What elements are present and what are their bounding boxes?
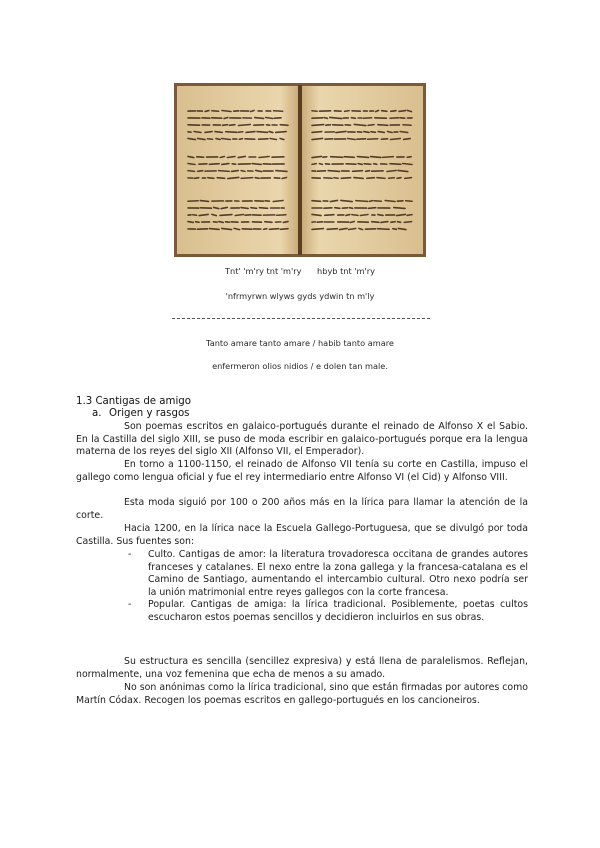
ink-stroke (219, 171, 229, 172)
ink-stroke (216, 139, 220, 140)
ink-stroke (224, 117, 228, 118)
ink-stroke (251, 110, 254, 111)
ink-stroke (215, 132, 222, 133)
ink-stroke (280, 229, 288, 230)
ink-stroke (369, 201, 372, 202)
ink-stroke (210, 229, 220, 230)
ink-stroke (407, 110, 411, 111)
ink-stroke (364, 132, 369, 133)
ink-stroke (368, 208, 375, 209)
ink-stroke (282, 177, 286, 178)
ink-stroke (198, 138, 205, 139)
ink-stroke (266, 118, 273, 119)
ink-stroke (280, 138, 284, 139)
ink-stroke (351, 118, 355, 119)
ink-stroke (222, 125, 227, 126)
ink-stroke (350, 221, 354, 222)
ink-stroke (312, 229, 323, 230)
ink-stroke (387, 170, 396, 171)
ink-stroke (259, 208, 267, 209)
ink-stroke (382, 111, 387, 112)
ink-stroke (378, 215, 383, 216)
ink-stroke (357, 157, 368, 158)
ink-stroke (367, 178, 375, 179)
ink-stroke (354, 178, 363, 179)
ink-stroke (269, 131, 273, 132)
ink-stroke (199, 214, 208, 215)
ink-stroke (341, 178, 350, 179)
ink-stroke (217, 178, 224, 179)
ink-stroke (222, 164, 229, 165)
sources-list (128, 549, 528, 625)
ink-stroke (188, 138, 195, 139)
ink-stroke (220, 157, 224, 158)
ink-stroke (252, 164, 261, 165)
ink-stroke (391, 222, 395, 223)
ink-stroke (229, 125, 234, 126)
ink-stroke (270, 138, 276, 139)
ink-stroke (345, 111, 350, 112)
ink-stroke (319, 164, 322, 165)
ink-stroke (377, 229, 389, 230)
ink-stroke (360, 215, 368, 216)
ink-stroke (269, 229, 278, 230)
ink-stroke (394, 208, 405, 209)
ink-stroke (349, 228, 356, 229)
ink-stroke (406, 201, 412, 202)
ink-stroke (246, 132, 255, 133)
ink-stroke (404, 222, 411, 223)
ink-stroke (312, 214, 321, 215)
ink-stroke (188, 156, 194, 157)
paragraph: Hacia 1200, en la lírica nace la Escuela Gallego-Portuguesa, que se divulgó por toda Castilla. Sus fuentes son: (76, 523, 528, 547)
ink-stroke (327, 229, 337, 230)
ink-stroke (405, 178, 412, 179)
ink-stroke (235, 215, 243, 216)
ink-stroke (188, 222, 193, 223)
ink-stroke (393, 229, 397, 230)
ink-stroke (391, 139, 401, 140)
ink-stroke (228, 177, 239, 178)
ink-stroke (377, 178, 385, 179)
original-text-line-1: Tnt' 'm'ry tnt 'm'ry hbyb tnt 'm'ry (225, 266, 375, 276)
ink-stroke (264, 229, 267, 230)
ink-stroke (371, 157, 381, 158)
ink-stroke (341, 200, 352, 201)
ink-stroke (222, 228, 232, 229)
ink-stroke (387, 131, 392, 132)
ink-stroke (346, 215, 350, 216)
ink-stroke (251, 208, 257, 209)
ink-stroke (407, 157, 411, 158)
translation-line-2: enfermeron olios nidios / e dolen tan male. (212, 361, 388, 371)
ink-stroke (241, 171, 245, 172)
ink-stroke (239, 139, 242, 140)
ink-stroke (352, 215, 358, 216)
ink-stroke (399, 111, 406, 112)
ink-stroke (364, 164, 371, 165)
ink-stroke (378, 125, 388, 126)
ink-stroke (312, 164, 316, 165)
ink-stroke (349, 208, 352, 209)
ink-stroke (407, 215, 412, 216)
ink-stroke (220, 215, 232, 216)
ink-stroke (312, 156, 321, 157)
ink-stroke (276, 171, 287, 172)
ink-stroke (397, 178, 401, 179)
ink-stroke (212, 111, 219, 112)
ink-stroke (397, 222, 400, 223)
ink-stroke (273, 200, 283, 201)
paragraph: Esta moda siguió por 100 o 200 años más en la lírica para llamar la atención de la corte. (76, 497, 528, 521)
separator-line (172, 318, 430, 319)
section-heading: 1.3 Cantigas de amigo (76, 396, 192, 407)
ink-stroke (238, 156, 245, 157)
ink-stroke (371, 132, 376, 133)
ink-stroke (198, 171, 203, 172)
ink-stroke (383, 157, 394, 158)
ink-stroke (312, 125, 324, 126)
ink-stroke (330, 200, 337, 201)
ink-stroke (368, 139, 378, 140)
ink-stroke (256, 170, 262, 171)
ink-stroke (222, 110, 231, 111)
ink-stroke (283, 222, 288, 223)
manuscript-image (174, 83, 426, 257)
ink-stroke (400, 131, 408, 132)
ink-stroke (325, 215, 334, 216)
ink-stroke (381, 222, 388, 223)
ink-stroke (195, 178, 199, 179)
ink-stroke (222, 139, 231, 140)
ink-stroke (376, 110, 379, 111)
ink-stroke (390, 164, 401, 165)
paragraph: Son poemas escritos en galaico-portugués durante el reinado de Alfonso X el Sabio. En la Castilla del siglo XIII, se puso de moda escribir en galaico-portugués porque era la lengua materna de los reyes del siglo XII (Alfonso VII, el Emperador). (76, 421, 528, 458)
ink-stroke (255, 178, 259, 179)
ink-stroke (214, 207, 219, 208)
ink-stroke (391, 111, 396, 112)
ink-stroke (397, 214, 406, 215)
ink-stroke (328, 171, 339, 172)
ink-stroke (359, 228, 363, 229)
paragraph: Su estructura es sencilla (sencillez expresiva) y está llena de paralelismos. Reflejan, normalmente, una voz femenina que echa de menos a su amado. (76, 656, 528, 680)
ink-stroke (385, 201, 395, 202)
ink-stroke (241, 178, 253, 179)
ink-stroke (196, 222, 200, 223)
ink-stroke (209, 164, 219, 165)
translation-line-1: Tanto amare tanto amare / habib tanto amare (206, 338, 394, 348)
ink-stroke (366, 171, 370, 172)
ink-stroke (324, 118, 327, 119)
ink-stroke (226, 132, 237, 133)
ink-stroke (274, 111, 283, 112)
list-item: - Culto. Cantigas de amor: la literatura trovadoresca occitana de grandes autores franceses y catalanes. El nexo entre la zona gallega y la francesa-catalana es el Camino de Santiago, aumentando el intercambio cultural. Otro nexo podría ser la unión matrimonial entre reyes gallegos con la corte francesa. (128, 549, 528, 598)
ink-stroke (398, 170, 408, 171)
ink-stroke (368, 125, 374, 126)
ink-stroke (372, 222, 379, 223)
ink-stroke (280, 125, 288, 126)
ink-stroke (265, 222, 272, 223)
ink-stroke (188, 171, 195, 172)
ink-stroke (259, 157, 269, 158)
ink-stroke (188, 163, 195, 164)
ink-stroke (219, 222, 223, 223)
ink-stroke (378, 132, 384, 133)
paragraph: En torno a 1100-1150, el reinado de Alfonso VII tenía su corte en Castilla, impuso el gallego como lengua oficial y fue el rey intermediario entre Alfonso VI (el Cid) y Alfonso VIII. (76, 459, 528, 483)
ink-stroke (194, 132, 201, 133)
sub-heading-text: Origen y rasgos (109, 408, 190, 419)
ink-stroke (200, 201, 208, 202)
ink-stroke (227, 157, 234, 158)
ink-stroke (205, 132, 212, 133)
ink-stroke (374, 164, 377, 165)
ink-stroke (331, 157, 343, 158)
ink-stroke (276, 132, 286, 133)
ink-stroke (241, 208, 248, 209)
ink-stroke (312, 138, 323, 139)
ink-stroke (403, 163, 412, 164)
ink-stroke (348, 138, 355, 139)
sub-heading-marker: a. (92, 408, 102, 419)
ink-stroke (205, 111, 209, 112)
ink-stroke (356, 201, 368, 202)
ink-stroke (257, 132, 267, 133)
ink-stroke (404, 139, 411, 140)
sub-heading (92, 408, 189, 419)
ink-stroke (335, 208, 340, 209)
ink-stroke (221, 207, 227, 208)
ink-stroke (239, 124, 251, 125)
ink-stroke (255, 118, 264, 119)
list-item: - Popular. Cantigas de amiga: la lírica tradicional. Posiblemente, poetas cultos escucharon estos poemas sencillos y decidieron incluirlos en sus obras. (128, 599, 528, 623)
ink-stroke (358, 164, 362, 165)
ink-stroke (312, 201, 321, 202)
ink-stroke (344, 157, 354, 158)
ink-stroke (312, 132, 322, 133)
original-text-line-2: 'nfrmyrwn wlyws gyds ydwin tn m'ly (225, 291, 375, 301)
ink-stroke (353, 171, 363, 172)
ink-stroke (208, 178, 214, 179)
paragraph: No son anónimas como la lírica tradicional, sino que están firmadas por autores como Martín Códax. Recogen los poemas escritos en gallego-portugués en los cancioneiros. (76, 682, 528, 706)
ink-stroke (231, 171, 238, 172)
